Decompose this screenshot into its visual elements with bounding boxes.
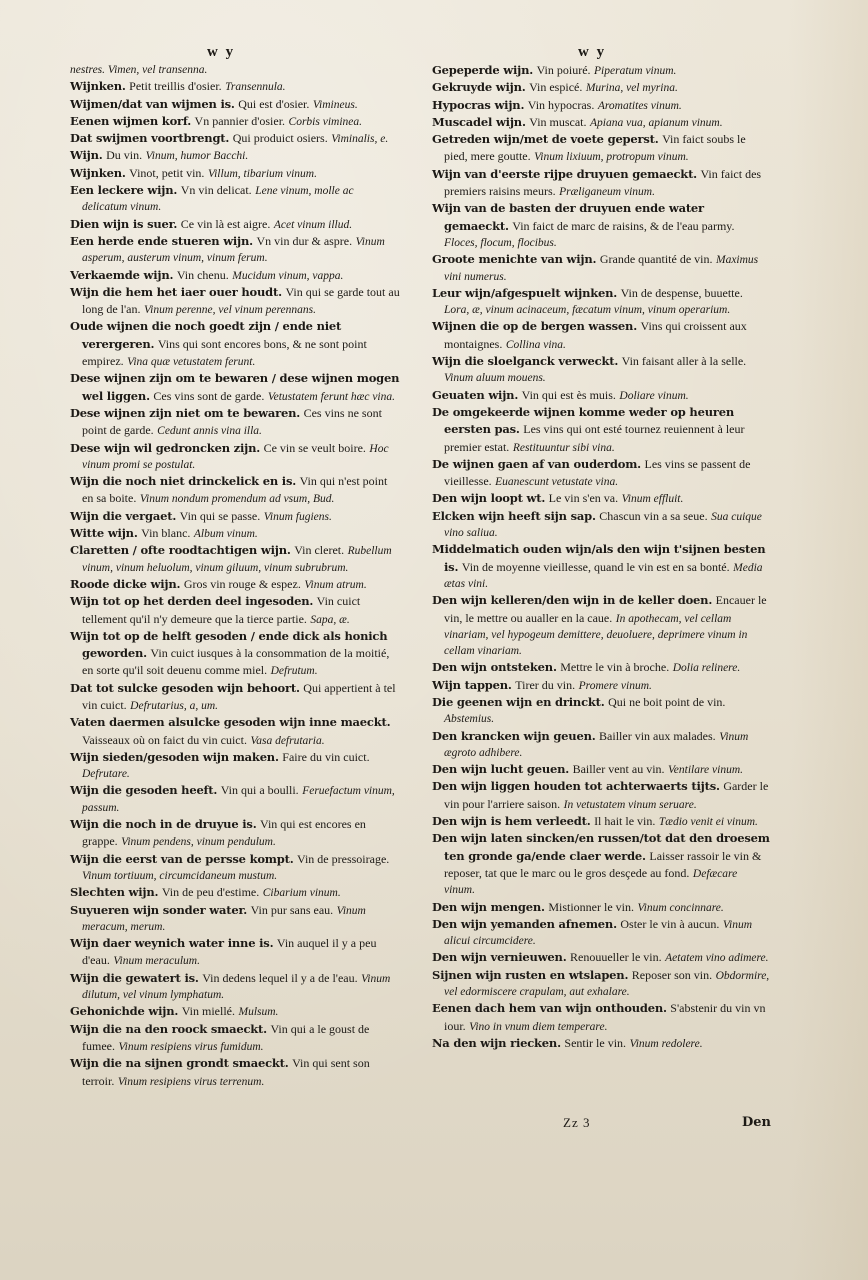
headword: Den wijn liggen houden tot achterwaerts tijts. [432, 779, 720, 794]
latin-gloss: Dolia relinere. [672, 662, 741, 675]
dictionary-entry [70, 680, 400, 715]
latin-gloss: Vinum redolere. [629, 1037, 703, 1050]
dictionary-entry [70, 593, 400, 628]
headword: Wijn tot op het derden deel ingesoden. [70, 594, 314, 609]
latin-gloss: Abstemius. [444, 713, 495, 726]
headword: Gehonichde wijn. [70, 1004, 179, 1019]
french-gloss: Vin de peu d'estime. [161, 885, 260, 900]
headword: Wijn sieden/gesoden wijn maken. [70, 749, 279, 764]
dictionary-entry [432, 830, 770, 898]
latin-gloss: Lene vinum, molle ac delicatum vinum. [82, 185, 354, 214]
french-gloss: Mettre le vin à broche. [560, 660, 670, 675]
headword: Wijn die vergaet. [70, 508, 177, 523]
latin-gloss: Vinum alicui circumcidere. [444, 918, 753, 948]
dictionary-entry [432, 456, 770, 491]
dictionary-entry [432, 490, 770, 507]
french-gloss: Vin de moyenne vieillesse, quand le vin est en sa bonté. [461, 559, 730, 574]
headword: Den wijn loopt wt. [432, 491, 546, 506]
latin-gloss: Vinum asperum, austerum vinum, vinum ferum. [82, 235, 385, 265]
french-gloss: Renouueller le vin. [570, 950, 662, 965]
latin-gloss: Euanescunt vetustate vina. [495, 476, 619, 489]
dictionary-entry [70, 1021, 400, 1056]
headword: Oude wijnen die noch goedt zijn / ende niet verergeren. [70, 319, 342, 351]
dictionary-entry [70, 130, 400, 147]
headword: Den wijn yemanden afnemen. [432, 916, 617, 931]
headword: Gekruyde wijn. [432, 80, 526, 95]
french-gloss: Vin miellé. [181, 1004, 235, 1019]
french-gloss: Qui est d'osier. [238, 96, 310, 111]
french-gloss: Vin faict soubs le pied, mere goutte. [444, 132, 746, 164]
latin-gloss: Corbis viminea. [288, 115, 363, 128]
french-gloss: Vaisseaux où on faict du vin cuict. [82, 732, 247, 747]
headword: Geuaten wijn. [432, 387, 519, 402]
headword: Getreden wijn/met de voete geperst. [432, 132, 659, 147]
headword: De wijnen gaen af van ouderdom. [432, 456, 641, 471]
headword: Sijnen wijn rusten en wtslapen. [432, 967, 629, 982]
latin-gloss: Feruefactum vinum, passum. [82, 785, 395, 814]
headword: Den wijn is hem verleedt. [432, 814, 591, 829]
french-gloss: Vins qui sont encores bons, & ne sont point empirez. [82, 336, 367, 369]
french-gloss: Vin pur sans eau. [250, 902, 334, 917]
right-column [432, 62, 770, 1052]
dictionary-entry [70, 1003, 400, 1020]
headword: Wijn die na den roock smaeckt. [70, 1021, 267, 1036]
headword: Wijn tot op de helft gesoden / ende dick als honich geworden. [70, 628, 388, 661]
dictionary-entry [432, 761, 770, 778]
latin-gloss: Acet vinum illud. [273, 218, 353, 231]
headword: Wijn van de basten der druyuen ende water gemaeckt. [432, 201, 704, 233]
dictionary-entry [432, 694, 770, 728]
dictionary-entry [432, 97, 770, 114]
latin-gloss: Vinum meracum, merum. [82, 904, 366, 933]
french-gloss: Grande quantité de vin. [599, 252, 713, 267]
latin-gloss: Vimineus. [312, 98, 358, 111]
headword: Den wijn laten sincken/en russen/tot dat den droesem ten gronde ga/ende claer werde. [432, 831, 770, 863]
latin-gloss: Vinum ægroto adhibere. [444, 730, 749, 759]
dictionary-entry [432, 318, 770, 353]
dictionary-entry [432, 659, 770, 676]
headword: Witte wijn. [70, 526, 138, 541]
french-gloss: Encauer le vin, le mettre ou aualler en la caue. [444, 593, 767, 625]
dictionary-entry [70, 851, 400, 885]
latin-gloss: Vinum effluit. [621, 493, 684, 506]
french-gloss: S'abstenir du vin vn iour. [444, 1001, 766, 1033]
latin-gloss: Tædio venit ei vinum. [658, 816, 758, 829]
french-gloss: Vin hypocras. [527, 97, 595, 112]
latin-gloss: Ventilare vinum. [668, 764, 743, 777]
dictionary-entry [70, 628, 400, 680]
latin-gloss: In vetustatem vinum seruare. [563, 798, 697, 811]
headword: Suyueren wijn sonder water. [70, 902, 248, 917]
headword: Wijn daer weynich water inne is. [70, 936, 274, 951]
french-gloss: Les vins qui ont esté tournez reuiennent à leur premier estat. [444, 422, 745, 454]
latin-gloss: Piperatum vinum. [594, 65, 677, 77]
french-gloss: Vin qui est ès muis. [521, 387, 616, 402]
french-gloss: Vn vin delicat. [180, 183, 252, 198]
latin-gloss: Vinum dilutum, vel vinum lymphatum. [82, 972, 391, 1002]
latin-gloss: Promere vinum. [578, 679, 652, 692]
headword: Wijn die sloelganck verweckt. [432, 354, 619, 369]
dictionary-entry [432, 541, 770, 592]
headword: Wijn die eerst van de persse kompt. [70, 851, 294, 866]
latin-gloss: Obdormire, vel edormiscere crapulam, aut exhalare. [444, 969, 770, 999]
headword: Groote menichte van wijn. [432, 252, 597, 267]
dictionary-entry [70, 96, 400, 113]
french-gloss: Vin de despense, buuette. [620, 285, 743, 300]
dictionary-entry [70, 816, 400, 851]
french-gloss: Vin dedens lequel il y a de l'eau. [202, 970, 358, 985]
french-gloss: Vin faict des premiers raisins meurs. [444, 166, 762, 199]
latin-gloss: Vinum concinnare. [637, 901, 724, 914]
dictionary-entry [70, 782, 400, 816]
french-gloss: Petit treillis d'osier. [129, 79, 222, 94]
french-gloss: Mistionner le vin. [548, 899, 634, 914]
french-gloss: Bailler vin aux malades. [599, 728, 716, 743]
french-gloss: Ce vin là est aigre. [180, 216, 271, 231]
latin-gloss: Vetustatem ferunt hæc vina. [267, 390, 395, 403]
dictionary-entry [432, 778, 770, 813]
dictionary-entry [432, 728, 770, 762]
french-gloss: Qui appertient à tel vin cuict. [82, 680, 396, 712]
headword: Een herde ende stueren wijn. [70, 233, 253, 248]
french-gloss: Vin qui n'est point en sa boite. [82, 474, 388, 506]
latin-gloss: Vinum resipiens virus terrenum. [117, 1075, 265, 1088]
latin-gloss: Vinum tortiuum, circumcidaneum mustum. [82, 869, 278, 882]
latin-gloss: Defæcare vinum. [444, 867, 738, 897]
headword: Wijn die gesoden heeft. [70, 783, 218, 798]
headword: Leur wijn/afgespuelt wijnken. [432, 285, 618, 300]
page-edge-shading [788, 0, 868, 1280]
catchword: Den [742, 1115, 771, 1130]
headword: Wijn die noch niet drinckelick en is. [70, 474, 297, 489]
latin-gloss: Restituuntur sibi vina. [512, 441, 615, 454]
french-gloss: Vin poiuré. [536, 63, 591, 77]
headword: Die geenen wijn en drinckt. [432, 694, 605, 709]
dictionary-entry [70, 525, 400, 542]
dictionary-entry [432, 404, 770, 456]
dictionary-entry [70, 508, 400, 525]
dictionary-entry [70, 405, 400, 440]
french-gloss: Vin faisant aller à la selle. [621, 354, 747, 369]
headword: Na den wijn riecken. [432, 1035, 561, 1050]
french-gloss: Vin auquel il y a peu d'eau. [82, 936, 377, 968]
dictionary-entry [432, 592, 770, 659]
french-gloss: Chascun vin a sa seue. [599, 508, 708, 523]
latin-gloss: Collina vina. [505, 338, 566, 351]
latin-gloss: Rubellum vinum, vinum heluolum, vinum giluum, vinum subrubrum. [82, 545, 392, 574]
headword: Wijn die gewatert is. [70, 970, 199, 985]
latin-gloss: Sua cuique vino saliua. [444, 510, 762, 540]
dictionary-entry [432, 967, 770, 1001]
french-gloss: Garder le vin pour l'arriere saison. [444, 779, 769, 811]
headword: Muscadel wijn. [432, 114, 526, 129]
latin-gloss: Defrutare. [82, 768, 130, 781]
french-gloss: Faire du vin cuict. [282, 749, 370, 764]
french-gloss: Vins qui croissent aux montaignes. [444, 319, 747, 351]
french-gloss: Ces vins ne sont point de garde. [82, 405, 382, 438]
dictionary-entry [70, 970, 400, 1004]
french-gloss: Vin muscat. [529, 114, 587, 129]
dictionary-entry [70, 749, 400, 783]
dictionary-entry [432, 114, 770, 131]
dictionary-entry [70, 267, 400, 284]
dictionary-entry [70, 370, 400, 405]
latin-gloss: nestres. Vimen, vel transenna. [70, 64, 208, 76]
dictionary-entry [432, 166, 770, 201]
dictionary-entry [432, 387, 770, 404]
latin-gloss: Vinum nondum promendum ad vsum, Bud. [139, 493, 335, 506]
french-gloss: Vin qui a boulli. [220, 783, 299, 798]
dictionary-entry [70, 62, 400, 78]
headword: Dien wijn is suer. [70, 216, 178, 231]
dictionary-entry [432, 200, 770, 251]
left-column [70, 62, 400, 1090]
headword: Dese wijnen zijn niet om te bewaren. [70, 405, 301, 420]
latin-gloss: Cedunt annis vina illa. [157, 425, 262, 438]
headword: Verkaemde wijn. [70, 267, 174, 282]
french-gloss: Vin qui sent son terroir. [82, 1056, 370, 1088]
dictionary-entry [70, 473, 400, 508]
running-head-right: w y [578, 44, 607, 60]
latin-gloss: Vinum resipiens virus fumidum. [118, 1040, 264, 1053]
headword: Den wijn lucht geuen. [432, 762, 570, 777]
latin-gloss: Mulsum. [238, 1006, 279, 1019]
headword: Wijn die noch in de druyue is. [70, 817, 257, 832]
french-gloss: Vin qui a le goust de fumee. [82, 1021, 370, 1053]
headword: Dat swijmen voortbrengt. [70, 131, 230, 146]
french-gloss: Qui produict osiers. [232, 131, 328, 146]
dictionary-entry [70, 78, 400, 95]
dictionary-entry [432, 508, 770, 542]
headword: Den wijn vernieuwen. [432, 950, 567, 965]
latin-gloss: Vinum fugiens. [263, 510, 332, 523]
dictionary-entry [70, 284, 400, 319]
french-gloss: Vin qui se garde tout au long de l'an. [82, 284, 400, 317]
french-gloss: Vin faict de marc de raisins, & de l'eau parmy. [512, 218, 735, 233]
headword: Den wijn mengen. [432, 899, 545, 914]
latin-gloss: Lora, æ, vinum acinaceum, fæcatum vinum, vinum operarium. [444, 304, 731, 317]
latin-gloss: Vino in vnum diem temperare. [469, 1020, 608, 1033]
french-gloss: Vin blanc. [141, 526, 191, 541]
headword: Eenen dach hem van wijn onthouden. [432, 1001, 667, 1016]
latin-gloss: In apothecam, vel cellam vinariam, vel hypogeum demittere, deuoluere, deprimere vinum in cellam vinariam. [444, 612, 748, 658]
latin-gloss: Villum, tibarium vinum. [207, 167, 317, 180]
french-gloss: Du vin. [106, 148, 143, 163]
dictionary-entry [70, 542, 400, 576]
french-gloss: Vin qui se passe. [179, 508, 261, 523]
headword: Wijn die na sijnen grondt smaeckt. [70, 1056, 289, 1071]
french-gloss: Qui ne boit point de vin. [608, 694, 726, 709]
dictionary-entry [432, 916, 770, 950]
latin-gloss: Vinum meraculum. [113, 955, 200, 968]
headword: Hypocras wijn. [432, 97, 525, 112]
running-head-left: w y [207, 44, 236, 60]
dictionary-entry [432, 62, 770, 79]
headword: Middelmatich ouden wijn/als den wijn t'sijnen besten is. [432, 542, 766, 574]
french-gloss: Vin cuict tellement qu'il n'y demeure que la tierce partie. [82, 594, 361, 626]
dictionary-entry [70, 182, 400, 216]
signature-mark: Zz 3 [563, 1115, 591, 1130]
latin-gloss: Vinum lixiuum, protropum vinum. [534, 151, 689, 164]
french-gloss: Vin qui est encores en grappe. [82, 817, 366, 849]
headword: Den wijn kelleren/den wijn in de keller doen. [432, 593, 713, 608]
headword: Wijmen/dat van wijmen is. [70, 96, 235, 111]
headword: Vaten daermen alsulcke gesoden wijn inne maeckt. [70, 715, 391, 730]
latin-gloss: Vina quæ vetustatem ferunt. [127, 356, 256, 369]
dictionary-entry [432, 677, 770, 694]
headword: Dese wijn wil gedroncken zijn. [70, 440, 261, 455]
dictionary-entry [432, 285, 770, 319]
dictionary-entry [432, 1000, 770, 1035]
dictionary-entry [70, 576, 400, 593]
dictionary-entry [70, 440, 400, 474]
latin-gloss: Album vinum. [193, 528, 258, 541]
latin-gloss: Mucidum vinum, vappa. [232, 269, 344, 282]
latin-gloss: Defrutum. [270, 665, 318, 678]
latin-gloss: Cibarium vinum. [262, 887, 341, 900]
french-gloss: Vin espicé. [529, 80, 583, 95]
dictionary-entry [432, 813, 770, 830]
latin-gloss: Transennula. [225, 81, 286, 94]
dictionary-entry [432, 79, 770, 96]
latin-gloss: Vinum aluum mouens. [444, 372, 546, 385]
latin-gloss: Vinum, humor Bacchi. [145, 150, 249, 163]
headword: Wijnken. [70, 165, 126, 180]
dictionary-entry [70, 902, 400, 936]
dictionary-entry [70, 216, 400, 233]
headword: Gepeperde wijn. [432, 63, 534, 77]
headword: Dese wijnen zijn om te bewaren / dese wijnen mogen wel liggen. [70, 371, 400, 403]
latin-gloss: Præliganeum vinum. [559, 186, 655, 199]
latin-gloss: Apiana vua, apianum vinum. [590, 116, 723, 129]
latin-gloss: Defrutarius, a, um. [130, 699, 219, 712]
dictionary-entry [70, 165, 400, 182]
headword: Eenen wijmen korf. [70, 113, 192, 128]
french-gloss: Gros vin rouge & espez. [183, 576, 301, 591]
latin-gloss: Media ætas vini. [444, 561, 763, 590]
dictionary-entry [70, 1055, 400, 1090]
french-gloss: Tirer du vin. [515, 677, 576, 692]
headword: Wijnen die op de bergen wassen. [432, 319, 638, 334]
dictionary-entry [70, 318, 400, 370]
latin-gloss: Hoc vinum promi se postulat. [82, 442, 389, 471]
french-gloss: Vin cleret. [294, 543, 345, 558]
latin-gloss: Vinum perenne, vel vinum perennans. [143, 304, 317, 317]
headword: Wijn. [70, 148, 103, 163]
french-gloss: Sentir le vin. [564, 1035, 627, 1050]
headword: Den wijn ontsteken. [432, 660, 557, 675]
headword: Roode dicke wijn. [70, 576, 181, 591]
french-gloss: Bailler vent au vin. [572, 762, 665, 777]
headword: Wijnken. [70, 79, 126, 94]
headword: Dat tot sulcke gesoden wijn behoort. [70, 680, 300, 695]
dictionary-entry [70, 147, 400, 164]
headword: De omgekeerde wijnen komme weder op heuren eersten pas. [432, 404, 735, 437]
french-gloss: Vinot, petit vin. [129, 165, 205, 180]
french-gloss: Ce vin se veult boire. [263, 440, 366, 455]
french-gloss: Les vins se passent de vieillesse. [444, 456, 751, 489]
headword: Wijn die hem het iaer ouer houdt. [70, 284, 282, 299]
latin-gloss: Aetatem vino adimere. [665, 952, 769, 965]
french-gloss: Laisser rassoir le vin & reposer, tat que le marc ou le gros desçede au fond. [444, 848, 762, 880]
headword: Wijn van d'eerste rijpe druyuen gemaeckt. [432, 166, 697, 181]
french-gloss: Oster le vin à aucun. [620, 916, 720, 931]
latin-gloss: Doliare vinum. [619, 389, 689, 402]
headword: Den krancken wijn geuen. [432, 728, 596, 743]
french-gloss: Vn vin dur & aspre. [256, 233, 353, 248]
french-gloss: Il hait le vin. [594, 814, 656, 829]
dictionary-entry [70, 714, 400, 749]
latin-gloss: Viminalis, e. [331, 133, 389, 146]
french-gloss: Le vin s'en va. [548, 491, 619, 506]
dictionary-entry [432, 131, 770, 166]
dictionary-entry [70, 233, 400, 267]
dictionary-entry [70, 884, 400, 901]
dictionary-entry [432, 1035, 770, 1052]
french-gloss: Vin de pressoirage. [297, 851, 390, 866]
dictionary-entry [70, 935, 400, 970]
headword: Claretten / ofte roodtachtigen wijn. [70, 543, 291, 558]
latin-gloss: Sapa, æ. [310, 613, 350, 626]
latin-gloss: Floces, flocum, flocibus. [444, 236, 557, 249]
french-gloss: Vin chenu. [176, 267, 229, 282]
dictionary-entry [432, 899, 770, 916]
latin-gloss: Murina, vel myrina. [585, 82, 678, 95]
french-gloss: Reposer son vin. [631, 967, 713, 982]
headword: Wijn tappen. [432, 677, 512, 692]
latin-gloss: Maximus vini numerus. [444, 254, 759, 283]
latin-gloss: Vinum pendens, vinum pendulum. [121, 836, 276, 849]
french-gloss: Ces vins sont de garde. [153, 388, 265, 403]
latin-gloss: Vasa defrutaria. [250, 734, 325, 747]
french-gloss: Vin cuict iusques à la consommation de la moitié, en sorte qu'il soit deuenu comme miel. [82, 646, 390, 678]
latin-gloss: Vinum atrum. [304, 578, 367, 591]
headword: Slechten wijn. [70, 885, 159, 900]
dictionary-entry [70, 113, 400, 130]
french-gloss: Vn pannier d'osier. [194, 113, 286, 128]
dictionary-entry [432, 949, 770, 966]
headword: Een leckere wijn. [70, 183, 178, 198]
latin-gloss: Aromatites vinum. [597, 99, 682, 112]
headword: Elcken wijn heeft sijn sap. [432, 508, 596, 523]
dictionary-entry [432, 251, 770, 285]
dictionary-entry [432, 353, 770, 387]
